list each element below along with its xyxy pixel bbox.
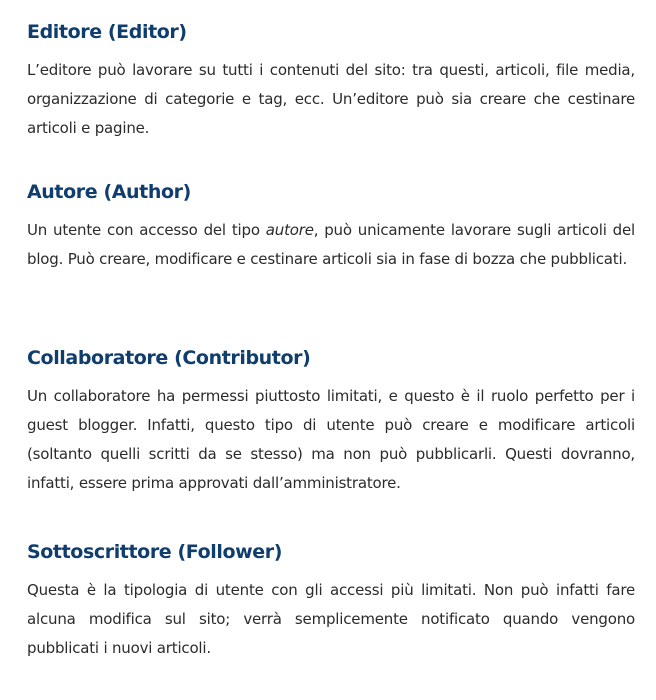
section-title-author: Autore (Author) [27, 181, 191, 203]
article-content [27, 18, 635, 678]
section-title-contributor: Collaboratore (Contributor) [27, 347, 311, 369]
author-text-before: Un utente con accesso del tipo [27, 221, 266, 239]
author-text-emphasis: autore [265, 221, 314, 239]
section-follower [27, 538, 635, 678]
section-text-follower: Questa è la tipologia di utente con gli accessi più limitati. Non può infatti fare alcuna modifica sul sito; verrà semplicemente notificato quando vengono pubblicati i nuovi articoli. [27, 581, 635, 657]
section-title-editor: Editore (Editor) [27, 21, 187, 43]
section-author [27, 178, 635, 344]
author-text-after: , può unicamente lavorare sugli articoli del blog. Può creare, modificare e cestinare articoli sia in fase di bozza che pubblicati. [27, 221, 635, 268]
section-title-follower: Sottoscrittore (Follower) [27, 541, 283, 563]
section-text-author [27, 216, 635, 274]
section-contributor [27, 344, 635, 538]
section-text-editor: L’editore può lavorare su tutti i contenuti del sito: tra questi, articoli, file media, organizzazione di categorie e tag, ecc. Un’editore può sia creare che cestinare articoli e pagine. [27, 61, 635, 137]
section-editor [27, 18, 635, 178]
section-text-contributor: Un collaboratore ha permessi piuttosto limitati, e questo è il ruolo perfetto per i guest blogger. Infatti, questo tipo di utente può creare e modificare articoli (soltanto quelli scritti da se stesso) ma non può pubblicarli. Questi dovranno, infatti, essere prima approvati dall’amministratore. [27, 387, 635, 492]
